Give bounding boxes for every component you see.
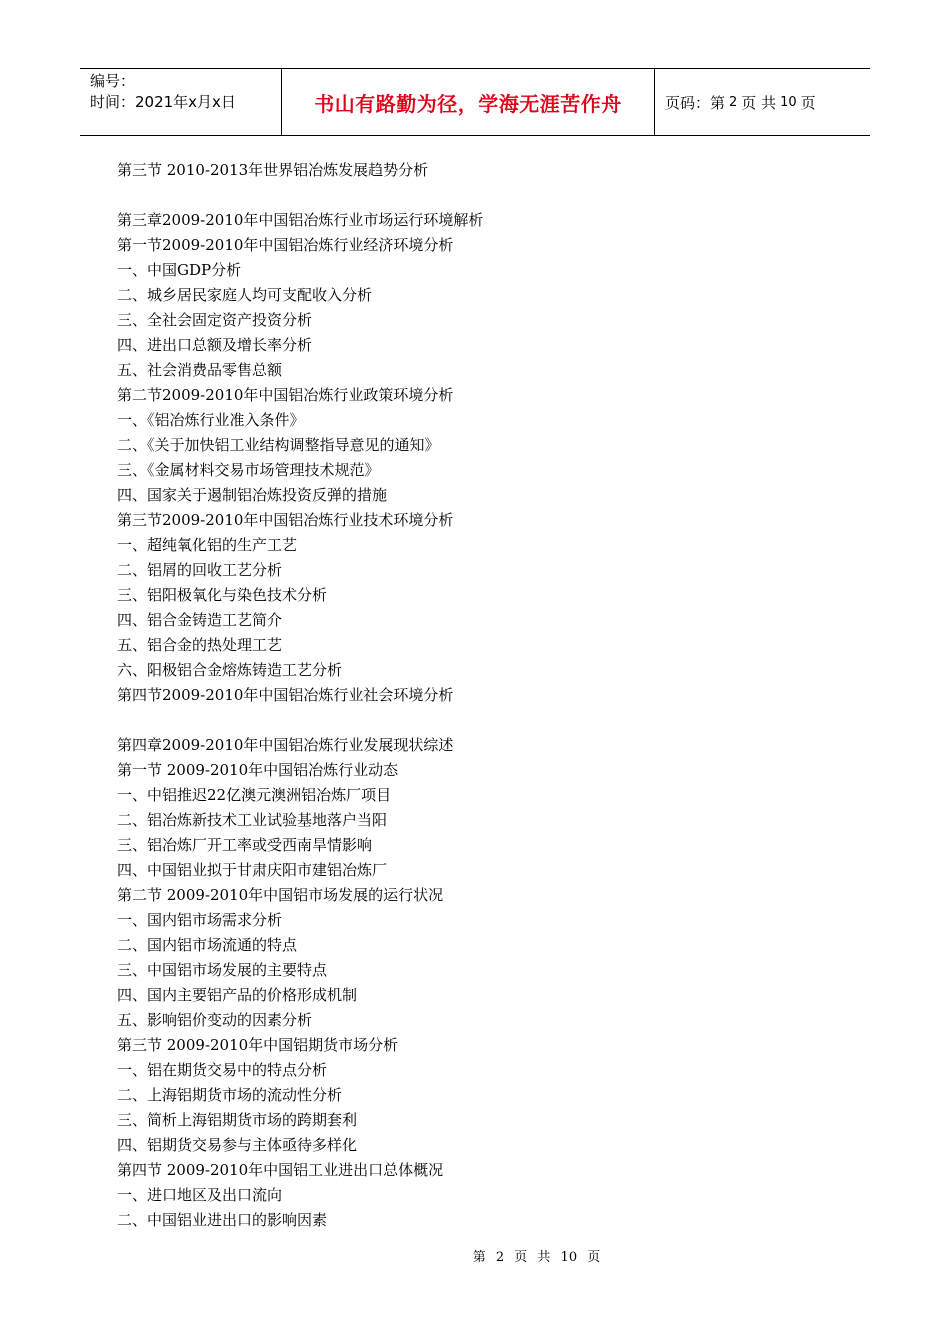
toc-entry: 五、社会消费品零售总额 — [117, 361, 283, 379]
toc-entry: 四、国家关于遏制铝冶炼投资反弹的措施 — [117, 486, 388, 504]
toc-entry: 四、进出口总额及增长率分析 — [117, 336, 313, 354]
toc-spacer — [117, 183, 817, 208]
page-suffix: 页 — [800, 94, 816, 112]
toc-entry: 一、中国GDP分析 — [117, 261, 242, 279]
toc-entry: 二、上海铝期货市场的流动性分析 — [117, 1086, 343, 1104]
toc-entry: 三、简析上海铝期货市场的跨期套利 — [117, 1111, 358, 1129]
toc-entry: 二、铝屑的回收工艺分析 — [117, 561, 283, 579]
toc-entry: 一、铝在期货交易中的特点分析 — [117, 1061, 328, 1079]
serial-number-label: 编号： — [90, 72, 136, 90]
page-header — [80, 68, 870, 136]
toc-group-2 — [117, 208, 817, 708]
toc-entry: 第三章2009-2010年中国铝冶炼行业市场运行环境解析 — [117, 211, 484, 229]
toc-entry: 五、铝合金的热处理工艺 — [117, 636, 283, 654]
toc-entry: 四、铝合金铸造工艺简介 — [117, 611, 283, 629]
page-prefix: 页码：第 — [665, 94, 726, 112]
toc-entry: 一、进口地区及出口流向 — [117, 1186, 283, 1204]
toc-entry: 二、城乡居民家庭人均可支配收入分析 — [117, 286, 373, 304]
toc-entry: 三、全社会固定资产投资分析 — [117, 311, 313, 329]
toc-entry: 第二节 2009-2010年中国铝市场发展的运行状况 — [117, 886, 444, 904]
toc-entry: 第四节2009-2010年中国铝冶炼行业社会环境分析 — [117, 686, 454, 704]
toc-entry: 第三节 2009-2010年中国铝期货市场分析 — [117, 1036, 399, 1054]
toc-entry: 三、铝阳极氧化与染色技术分析 — [117, 586, 328, 604]
toc-entry: 二、国内铝市场流通的特点 — [117, 936, 298, 954]
toc-entry: 四、国内主要铝产品的价格形成机制 — [117, 986, 358, 1004]
toc-entry: 一、中铝推迟22亿澳元澳洲铝冶炼厂项目 — [117, 786, 392, 804]
toc-entry: 一、超纯氧化铝的生产工艺 — [117, 536, 298, 554]
toc-entry: 三、中国铝市场发展的主要特点 — [117, 961, 328, 979]
toc-entry: 二、中国铝业进出口的影响因素 — [117, 1211, 328, 1229]
toc-entry: 一、国内铝市场需求分析 — [117, 911, 283, 929]
header-meta-cell — [80, 69, 282, 136]
toc-entry: 四、铝期货交易参与主体亟待多样化 — [117, 1136, 358, 1154]
toc-spacer — [117, 708, 817, 733]
page-middle: 页 共 — [741, 94, 777, 112]
toc-entry: 第一节 2009-2010年中国铝冶炼行业动态 — [117, 761, 399, 779]
motto-text: 书山有路勤为径，学海无涯苦作舟 — [314, 92, 622, 116]
toc-entry: 一、《铝冶炼行业准入条件》 — [117, 411, 305, 429]
toc-group-3 — [117, 733, 817, 1233]
toc-entry: 三、《金属材料交易市场管理技术规范》 — [117, 461, 380, 479]
toc-entry: 第一节2009-2010年中国铝冶炼行业经济环境分析 — [117, 236, 454, 254]
toc-entry: 三、铝冶炼厂开工率或受西南旱情影响 — [117, 836, 373, 854]
toc-entry: 第二节2009-2010年中国铝冶炼行业政策环境分析 — [117, 386, 454, 404]
page-current: 2 — [729, 95, 738, 110]
header-motto-cell — [282, 69, 655, 136]
toc-entry: 第四节 2009-2010年中国铝工业进出口总体概况 — [117, 1161, 444, 1179]
table-of-contents — [117, 158, 817, 1233]
header-page-cell — [655, 69, 870, 136]
toc-entry: 六、阳极铝合金熔炼铸造工艺分析 — [117, 661, 343, 679]
date-label: 时间：2021年x月x日 — [90, 93, 236, 111]
toc-entry: 二、《关于加快铝工业结构调整指导意见的通知》 — [117, 436, 440, 454]
page-footer — [0, 1246, 950, 1265]
page-total: 10 — [780, 95, 797, 110]
toc-entry: 第三节 2010-2013年世界铝冶炼发展趋势分析 — [117, 161, 429, 179]
toc-entry: 第三节2009-2010年中国铝冶炼行业技术环境分析 — [117, 511, 454, 529]
toc-group-1 — [117, 158, 817, 183]
toc-entry: 四、中国铝业拟于甘肃庆阳市建铝冶炼厂 — [117, 861, 388, 879]
footer-page-number: 第 2 页 共 10 页 — [472, 1250, 601, 1265]
toc-entry: 五、影响铝价变动的因素分析 — [117, 1011, 313, 1029]
toc-entry: 第四章2009-2010年中国铝冶炼行业发展现状综述 — [117, 736, 454, 754]
toc-entry: 二、铝冶炼新技术工业试验基地落户当阳 — [117, 811, 388, 829]
